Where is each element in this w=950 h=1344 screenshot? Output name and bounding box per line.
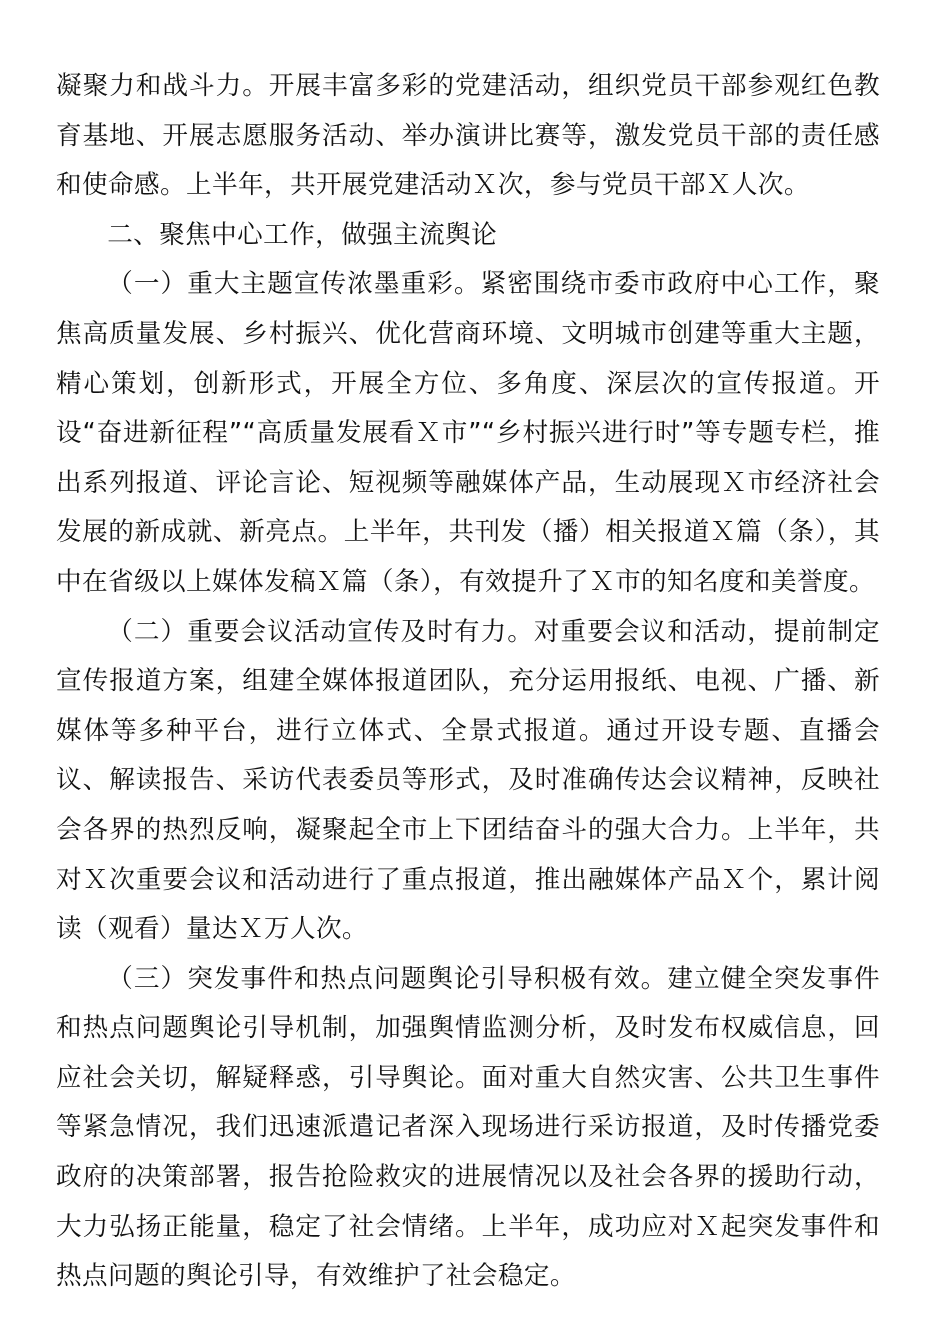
paragraph-important-meetings: （二）重要会议活动宣传及时有力。对重要会议和活动，提前制定宣传报道方案，组建全媒体报道团队，充分运用报纸、电视、广播、新媒体等多种平台，进行立体式、全景式报道。通过开设专题、直播会议、解读报告、采访代表委员等形式，及时准确传达会议精神，反映社会各界的热烈反响，凝聚起全市上下团结奋斗的强大合力。上半年，共对Ｘ次重要会议和活动进行了重点报道，推出融媒体产品Ｘ个，累计阅读（观看）量达Ｘ万人次。 [56, 616, 880, 945]
section-heading: 二、聚焦中心工作，做强主流舆论 [107, 219, 498, 250]
paragraph-major-theme-publicity: （一）重大主题宣传浓墨重彩。紧密围绕市委市政府中心工作，聚焦高质量发展、乡村振兴、优化营商环境、文明城市创建等重大主题，精心策划，创新形式，开展全方位、多角度、深层次的宣传报道。开设“奋进新征程”“高质量发展看Ｘ市”“乡村振兴进行时”等专题专栏，推出系列报道、评论言论、短视频等融媒体产品，生动展现Ｘ市经济社会发展的新成就、新亮点。上半年，共刊发（播）相关报道Ｘ篇（条），其中在省级以上媒体发稿Ｘ篇（条），有效提升了Ｘ市的知名度和美誉度。 [56, 269, 880, 597]
paragraph-continuation: 凝聚力和战斗力。开展丰富多彩的党建活动，组织党员干部参观红色教育基地、开展志愿服务活动、举办演讲比赛等，激发党员干部的责任感和使命感。上半年，共开展党建活动Ｘ次，参与党员干部Ｘ人次。 [56, 71, 880, 201]
paragraph-emergency-guidance: （三）突发事件和热点问题舆论引导积极有效。建立健全突发事件和热点问题舆论引导机制，加强舆情监测分析，及时发布权威信息，回应社会关切，解疑释惑，引导舆论。面对重大自然灾害、公共卫生事件等紧急情况，我们迅速派遣记者深入现场进行采访报道，及时传播党委政府的决策部署，报告抢险救灾的进展情况以及社会各界的援助行动，大力弘扬正能量，稳定了社会情绪。上半年，成功应对Ｘ起突发事件和热点问题的舆论引导，有效维护了社会稳定。 [56, 963, 880, 1292]
document-page [56, 62, 880, 1302]
